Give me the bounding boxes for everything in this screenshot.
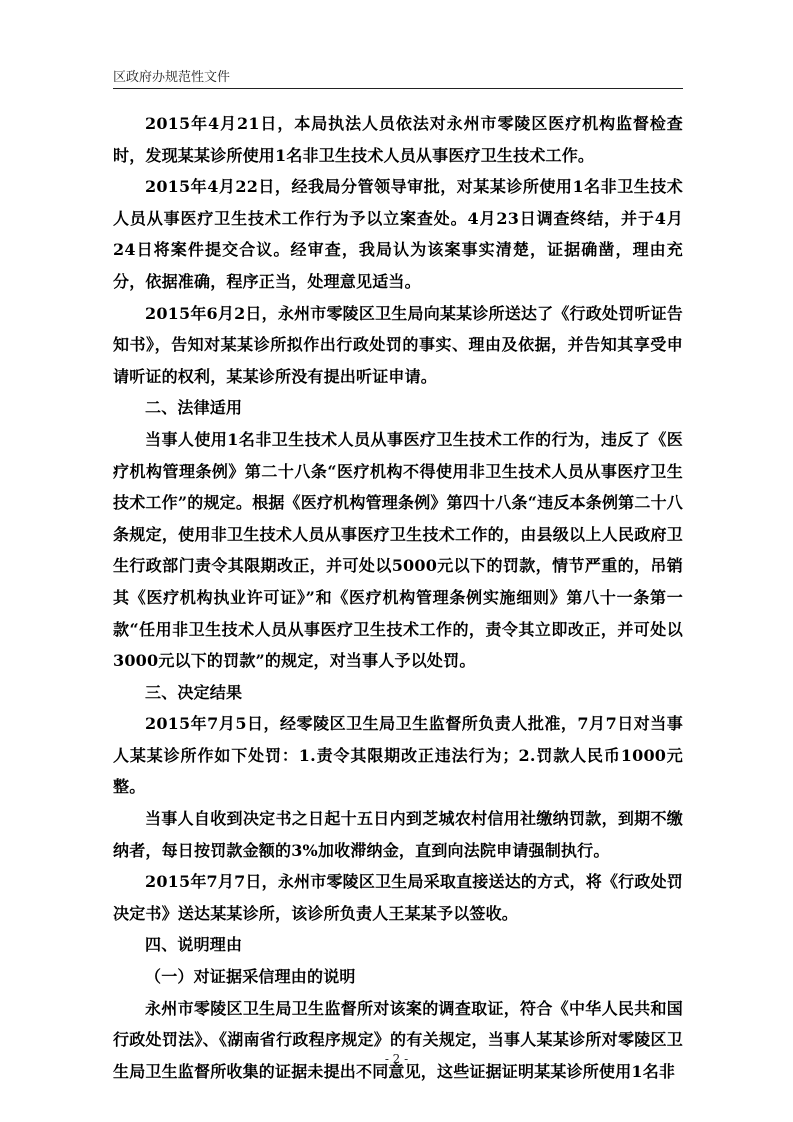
- paragraph-delivery: 2015年7月7日，永州市零陵区卫生局采取直接送达的方式，将《行政处罚决定书》送达某某诊所，该诊所负责人王某某予以签收。: [113, 872, 683, 923]
- section-heading-reasons: 四、说明理由: [145, 935, 243, 955]
- header-divider: [113, 88, 683, 89]
- section-heading-decision: 三、决定结果: [145, 682, 243, 702]
- section-heading-legal-basis: 二、法律适用: [145, 398, 243, 418]
- paragraph-decision: 2015年7月5日，经零陵区卫生局卫生监督所负责人批准，7月7日对当事人某某诊所作如下处罚：1.责令其限期改正违法行为；2.罚款人民币1000元整。: [113, 714, 683, 797]
- paragraph-inspection-date: 2015年4月21日，本局执法人员依法对永州市零陵区医疗机构监督检查时，发现某某诊所使用1名非卫生技术人员从事医疗卫生技术工作。: [113, 114, 683, 165]
- paragraph-evidence: 永州市零陵区卫生局卫生监督所对该案的调查取证，符合《中华人民共和国行政处罚法》、《湖南省行政程序规定》的有关规定，当事人某某诊所对零陵区卫生局卫生监督所收集的证据未提出不同意见，这些证据证明某某诊所使用1名非: [113, 998, 683, 1081]
- page-header: 区政府办规范性文件: [113, 70, 231, 85]
- paragraph-hearing-notice: 2015年6月2日，永州市零陵区卫生局向某某诊所送达了《行政处罚听证告知书》，告知对某某诊所拟作出行政处罚的事实、理由及依据，并告知其享受申请听证的权利，某某诊所没有提出听证申请。: [113, 303, 683, 386]
- paragraph-legal-basis: 当事人使用1名非卫生技术人员从事医疗卫生技术工作的行为，违反了《医疗机构管理条例》第二十八条“医疗机构不得使用非卫生技术人员从事医疗卫生技术工作”的规定。根据《医疗机构管理条例》第四十八条“违反本条例第二十八条规定，使用非卫生技术人员从事医疗卫生技术工作的，由县级以上人民政府卫生行政部门责令其限期改正，并可处以5000元以下的罚款，情节严重的，吊销其《医疗机构执业许可证》”和《医疗机构管理条例实施细则》第八十一条第一款“任用非卫生技术人员从事医疗卫生技术工作的，责令其立即改正，并可处以3000元以下的罚款”的规定，对当事人予以处罚。: [113, 429, 683, 671]
- page-number: - 2 -: [384, 1052, 409, 1066]
- document-body: [113, 108, 683, 1087]
- paragraph-case-filing: 2015年4月22日，经我局分管领导审批，对某某诊所使用1名非卫生技术人员从事医疗卫生技术工作行为予以立案查处。4月23日调查终结，并于4月24日将案件提交合议。经审查，我局认为该案事实清楚，证据确凿，理由充分，依据准确，程序正当，处理意见适当。: [113, 177, 683, 291]
- paragraph-payment: 当事人自收到决定书之日起十五日内到芝城农村信用社缴纳罚款，到期不缴纳者，每日按罚款金额的3%加收滞纳金，直到向法院申请强制执行。: [113, 809, 683, 860]
- subsection-heading-evidence: （一）对证据采信理由的说明: [145, 967, 356, 987]
